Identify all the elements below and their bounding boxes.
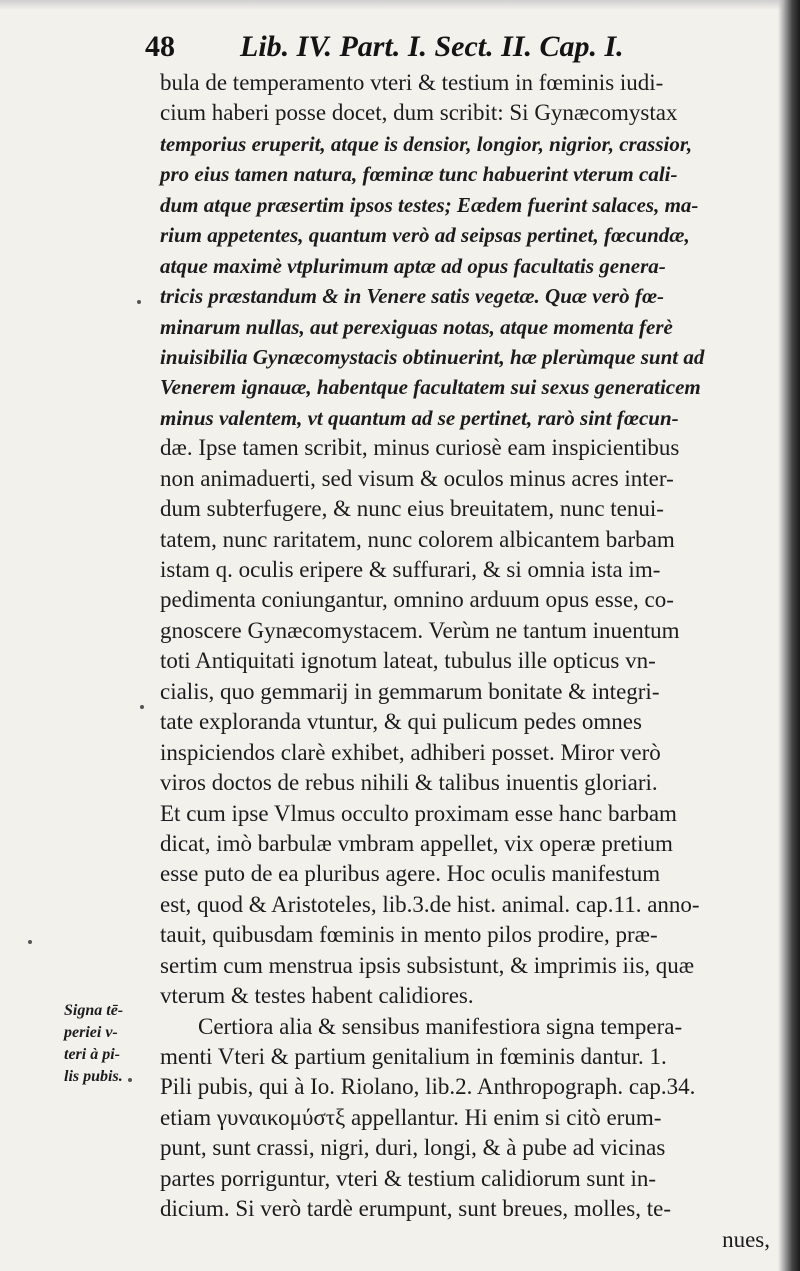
page-top-shadow xyxy=(0,0,800,10)
catchword: nues, xyxy=(722,1226,770,1252)
text-line: istam q. oculis eripere & suffurari, & si omnia ista im- xyxy=(160,557,661,582)
text-line: minarum nullas, aut perexiguas notas, atque momenta ferè xyxy=(160,314,673,339)
text-line: inuisibilia Gynæcomystacis obtinuerint, hæ plerùmque sunt ad xyxy=(160,344,705,369)
text-line: pro eius tamen natura, fœminæ tunc habuerint vterum cali- xyxy=(160,162,678,187)
marginal-note xyxy=(64,1000,154,1088)
text-line: cium haberi posse docet, dum scribit: Si Gynæcomystax xyxy=(160,100,678,126)
margin-note-line: lis pubis. xyxy=(64,1068,123,1085)
text-line: inspiciendos clarè exhibet, adhiberi posset. Miror verò xyxy=(160,739,661,765)
text-line: partes porriguntur, vteri & testium calidiorum sunt in- xyxy=(160,1165,657,1191)
text-line: viros doctos de rebus nihili & talibus inuentis gloriari. xyxy=(160,770,658,796)
text-line: pedimenta coniungantur, omnino arduum opus esse, co- xyxy=(160,587,674,613)
text-line: Et cum ipse Vlmus occulto proximam esse hanc barbam xyxy=(160,800,677,826)
margin-note-line: periei v- xyxy=(64,1024,118,1041)
text-line: vterum & testes habent calidiores. xyxy=(160,983,474,1009)
text-line: tricis præstandum & in Venere satis vegetæ. Quæ verò fœ- xyxy=(160,284,664,309)
print-speck xyxy=(28,940,32,944)
text-line: Certiora alia & sensibus manifestiora signa tempera- xyxy=(198,1013,683,1039)
running-head xyxy=(145,30,670,70)
text-line: cialis, quo gemmarij in gemmarum bonitate & integri- xyxy=(160,678,660,704)
page-number: 48 xyxy=(145,30,175,63)
text-line: bula de temperamento vteri & testium in fœminis iudi- xyxy=(160,70,664,95)
text-line: est, quod & Aristoteles, lib.3.de hist. animal. cap.11. anno- xyxy=(160,891,700,917)
main-text-block xyxy=(160,68,770,1255)
text-line: rium appetentes, quantum verò ad seipsas pertinet, fœcundæ, xyxy=(160,223,690,248)
text-line: punt, sunt crassi, nigri, duri, longi, & à pube ad vicinas xyxy=(160,1135,666,1161)
text-line: dæ. Ipse tamen scribit, minus curiosè eam inspicientibus xyxy=(160,435,680,461)
text-line: dicium. Si verò tardè erumpunt, sunt breues, molles, te- xyxy=(160,1196,671,1222)
text-line: toti Antiquitati ignotum lateat, tubulus ille opticus vn- xyxy=(160,648,656,674)
text-line: dum atque præsertim ipsos testes; Eædem fuerint salaces, ma- xyxy=(160,192,699,217)
print-speck xyxy=(128,1078,132,1082)
margin-note-line: Signa tē- xyxy=(64,1002,124,1019)
text-line: atque maximè vtplurimum aptæ ad opus facultatis genera- xyxy=(160,253,666,278)
text-line: dicat, imò barbulæ vmbram appellet, vix operæ pretium xyxy=(160,830,673,856)
text-line: tatem, nunc raritatem, nunc colorem albicantem barbam xyxy=(160,526,675,552)
print-speck xyxy=(140,705,144,709)
text-line: Pili pubis, qui à Io. Riolano, lib.2. Anthropograph. cap.34. xyxy=(160,1074,696,1100)
text-line: non animaduerti, sed visum & oculos minus acres inter- xyxy=(160,465,674,491)
text-line: tauit, quibusdam fœminis in mento pilos prodire, præ- xyxy=(160,922,658,948)
text-line: gnoscere Gynæcomystacem. Verùm ne tantum inuentum xyxy=(160,617,680,643)
text-line: esse puto de ea pluribus agere. Hoc oculis manifestum xyxy=(160,861,661,887)
page-binding-edge xyxy=(778,0,800,1271)
print-speck xyxy=(137,300,141,304)
text-line: dum subterfugere, & nunc eius breuitatem, nunc tenui- xyxy=(160,496,664,522)
text-line: menti Vteri & partium genitalium in fœminis dantur. 1. xyxy=(160,1044,667,1069)
text-line: etiam γυναικομύστξ appellantur. Hi enim si citò erum- xyxy=(160,1104,662,1130)
text-line: temporius eruperit, atque is densior, longior, nigrior, crassior, xyxy=(160,131,693,156)
text-line: sertim cum menstrua ipsis subsistunt, & imprimis iis, quæ xyxy=(160,952,695,978)
running-title: Lib. IV. Part. I. Sect. II. Cap. I. xyxy=(240,30,624,63)
margin-note-line: teri à pi- xyxy=(64,1046,120,1063)
text-line: minus valentem, vt quantum ad se pertinet, rarò sint fœcun- xyxy=(160,405,679,430)
text-line: tate exploranda vtuntur, & qui pulicum pedes omnes xyxy=(160,709,642,735)
text-line: Venerem ignauæ, habentque facultatem sui sexus generaticem xyxy=(160,375,701,400)
